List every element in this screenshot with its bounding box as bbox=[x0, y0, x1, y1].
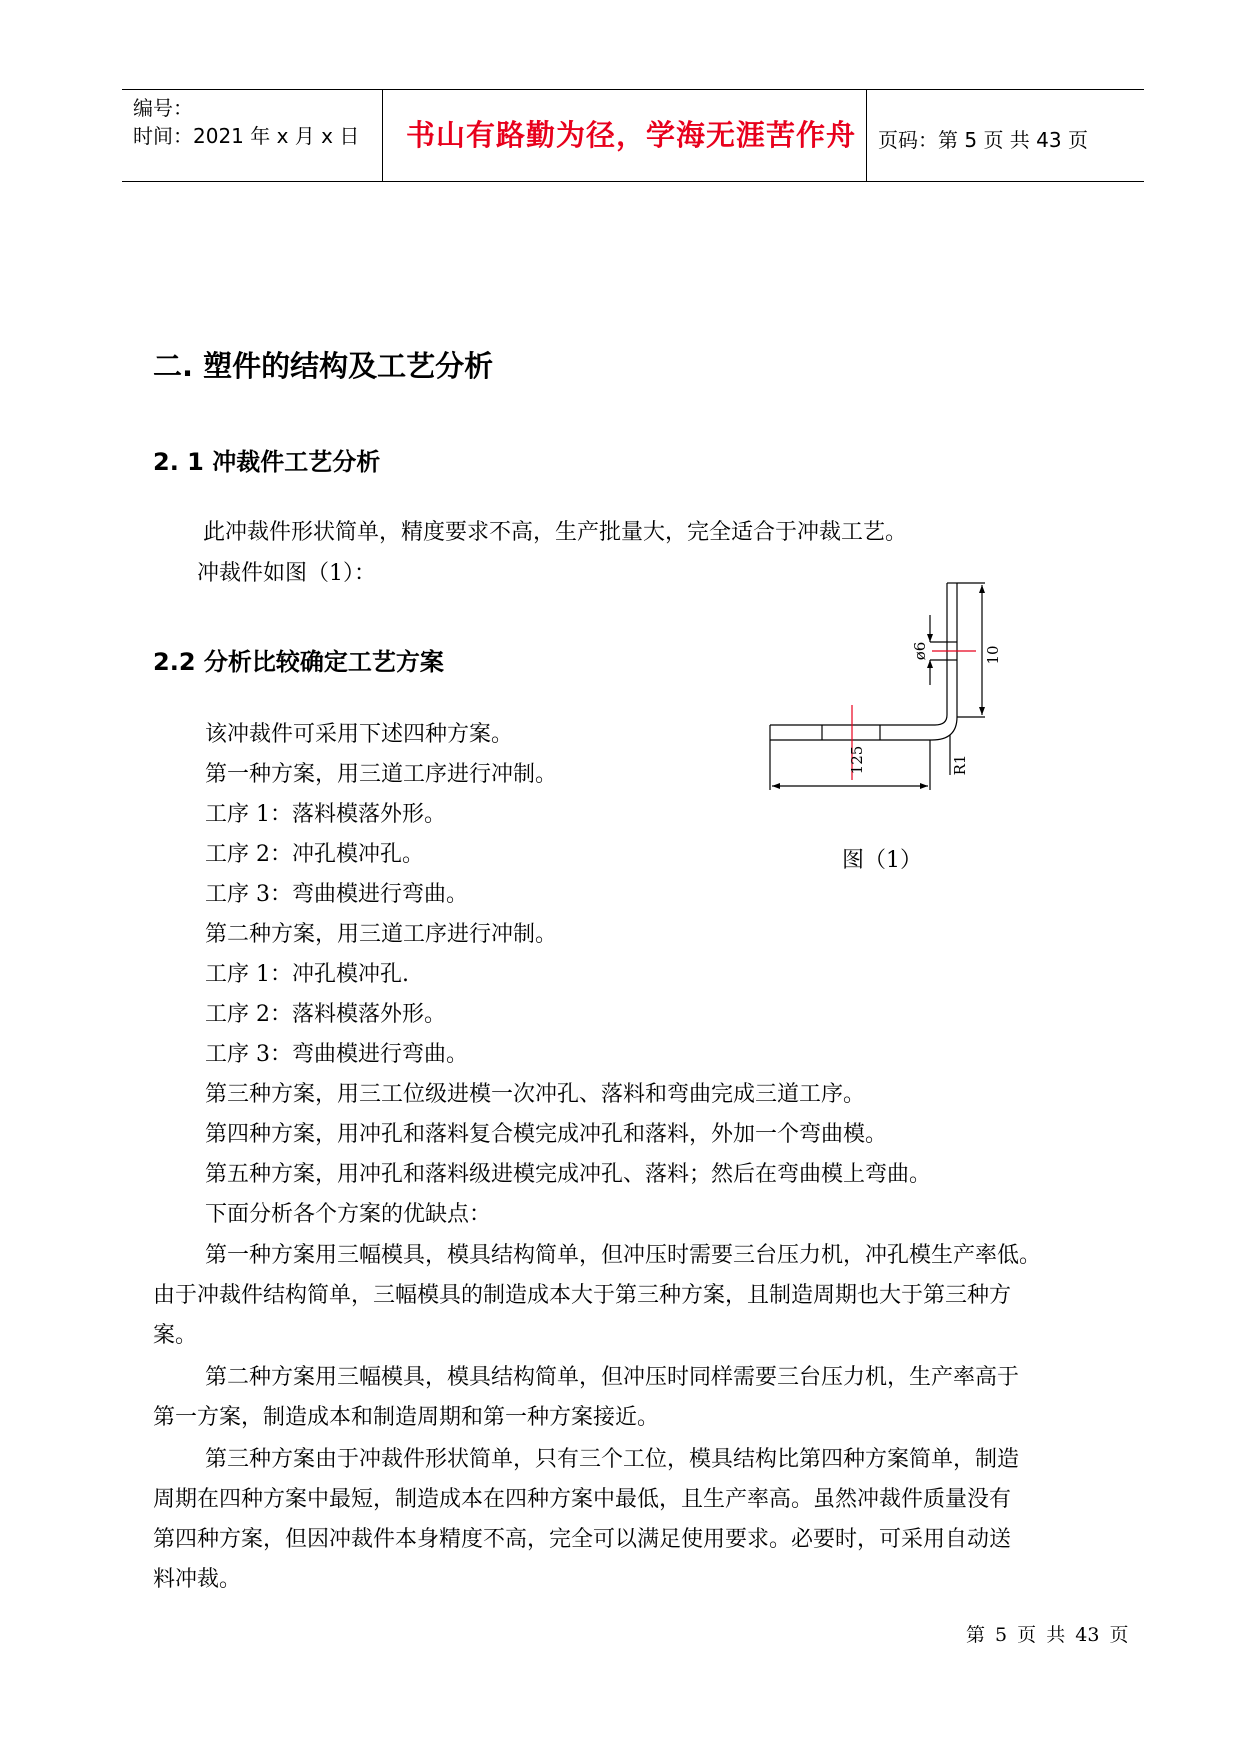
paragraph-line: 此冲裁件形状简单，精度要求不高，生产批量大，完全适合于冲裁工艺。 bbox=[203, 520, 908, 545]
list-item: 该冲裁件可采用下述四种方案。 bbox=[205, 722, 514, 747]
list-item: 工序 2：冲孔模冲孔。 bbox=[205, 842, 424, 867]
header-page-number: 页码：第 5 页 共 43 页 bbox=[878, 128, 1088, 152]
analysis-line: 第二种方案用三幅模具，模具结构简单，但冲压时同样需要三台压力机，生产率高于 bbox=[205, 1365, 1020, 1390]
paragraph-line: 冲裁件如图（1）： bbox=[197, 561, 376, 586]
analysis-line: 由于冲裁件结构简单，三幅模具的制造成本大于第三种方案，且制造周期也大于第三种方 bbox=[153, 1283, 1012, 1308]
dim-height-label: 10 bbox=[984, 645, 1002, 665]
list-item: 第一种方案，用三道工序进行冲制。 bbox=[205, 762, 558, 787]
list-item: 第四种方案，用冲孔和落料复合模完成冲孔和落料，外加一个弯曲模。 bbox=[205, 1122, 888, 1147]
subsection-1-title: 2. 1 冲裁件工艺分析 bbox=[153, 448, 381, 476]
page-footer: 第 5 页 共 43 页 bbox=[966, 1624, 1129, 1646]
list-item: 下面分析各个方案的优缺点： bbox=[205, 1202, 492, 1227]
list-item: 第三种方案，用三工位级进模一次冲孔、落料和弯曲完成三道工序。 bbox=[205, 1082, 866, 1107]
list-item: 工序 1：冲孔模冲孔. bbox=[205, 962, 409, 987]
list-item: 工序 3：弯曲模进行弯曲。 bbox=[205, 882, 468, 907]
analysis-line: 第四种方案，但因冲裁件本身精度不高，完全可以满足使用要求。必要时，可采用自动送 bbox=[153, 1527, 1012, 1552]
header-divider-right bbox=[866, 89, 867, 181]
section-title: 二. 塑件的结构及工艺分析 bbox=[153, 349, 494, 383]
analysis-line: 第一方案，制造成本和制造周期和第一种方案接近。 bbox=[153, 1405, 660, 1430]
part-drawing bbox=[760, 575, 1010, 835]
dim-radius-label: R1 bbox=[951, 754, 969, 776]
dim-hole-label: ø6 bbox=[911, 641, 929, 661]
analysis-line: 案。 bbox=[153, 1323, 198, 1348]
figure-caption: 图（1） bbox=[842, 848, 922, 873]
header-number: 编号： bbox=[133, 96, 193, 120]
header-time: 时间：2021 年 x 月 x 日 bbox=[133, 124, 360, 148]
analysis-line: 第一种方案用三幅模具，模具结构简单，但冲压时需要三台压力机，冲孔模生产率低。 bbox=[205, 1243, 1042, 1268]
dim-length-label: 125 bbox=[848, 745, 866, 775]
list-item: 第五种方案，用冲孔和落料级进模完成冲孔、落料；然后在弯曲模上弯曲。 bbox=[205, 1162, 932, 1187]
header-motto: 书山有路勤为径，学海无涯苦作舟 bbox=[406, 118, 857, 152]
analysis-line: 周期在四种方案中最短，制造成本在四种方案中最低，且生产率高。虽然冲裁件质量没有 bbox=[153, 1487, 1012, 1512]
analysis-line: 料冲裁。 bbox=[153, 1567, 242, 1592]
list-item: 第二种方案，用三道工序进行冲制。 bbox=[205, 922, 558, 947]
subsection-2-title: 2.2 分析比较确定工艺方案 bbox=[153, 648, 444, 676]
list-item: 工序 1：落料模落外形。 bbox=[205, 802, 446, 827]
list-item: 工序 3：弯曲模进行弯曲。 bbox=[205, 1042, 468, 1067]
analysis-line: 第三种方案由于冲裁件形状简单，只有三个工位，模具结构比第四种方案简单，制造 bbox=[205, 1447, 1020, 1472]
header-divider-left bbox=[382, 89, 383, 181]
list-item: 工序 2：落料模落外形。 bbox=[205, 1002, 446, 1027]
header-top-rule bbox=[122, 89, 1144, 90]
header-bottom-rule bbox=[122, 181, 1144, 182]
